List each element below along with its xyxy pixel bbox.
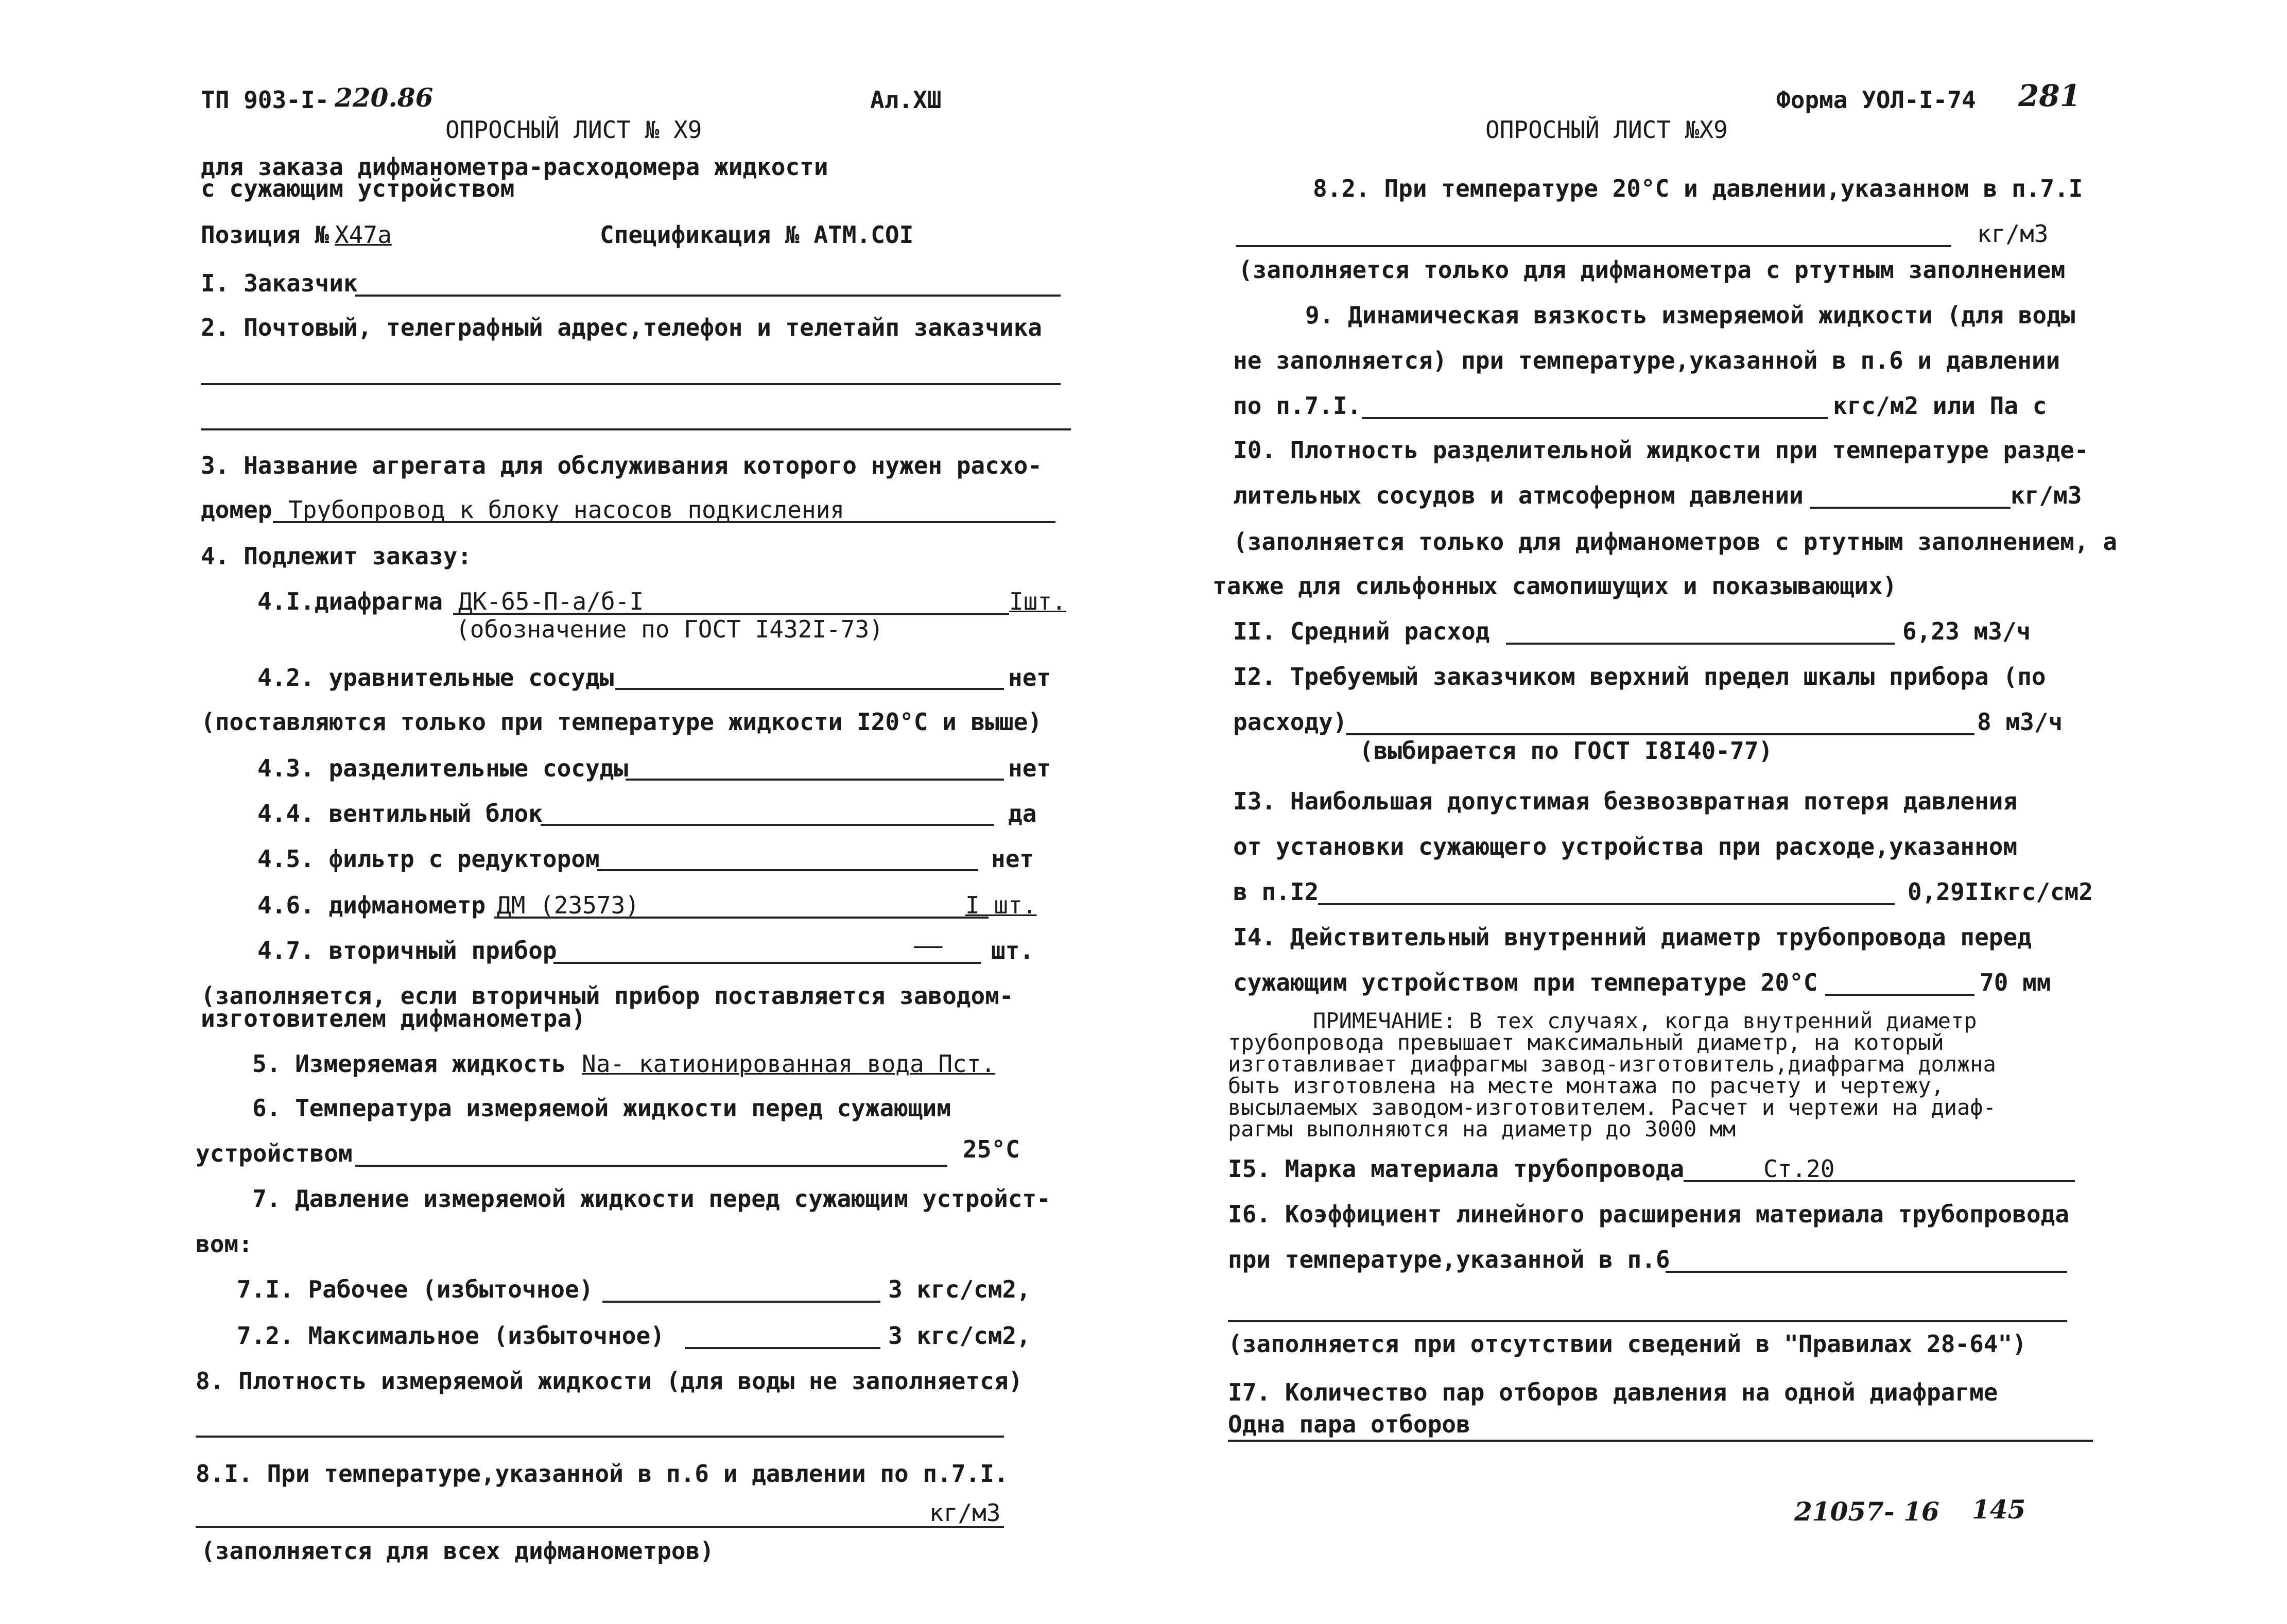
page-title: ОПРОСНЫЙ ЛИСТ № Х9 xyxy=(445,116,702,144)
density-20c-line xyxy=(1236,245,1951,247)
item-aggregate: 3. Название агрегата для обслуживания которого нужен расхо- xyxy=(201,452,1042,479)
pressure-loss-value: 0,29IIкгс/см2 xyxy=(1908,878,2093,906)
footer-handwritten-number: 145 xyxy=(1972,1494,2026,1525)
expansion-coeff-line-1 xyxy=(1666,1271,2067,1273)
diaphragm-line xyxy=(453,613,1009,615)
equalizing-note: (поставляются только при температуре жидкости I20°С и выше) xyxy=(201,708,1042,736)
tap-pairs-line xyxy=(1228,1440,2093,1442)
item-customer: I. Заказчик xyxy=(201,269,358,297)
doc-code-handwritten: 220.86 xyxy=(335,82,434,113)
temperature-line xyxy=(355,1165,947,1167)
form-code: Форма УОЛ-I-74 xyxy=(1776,86,1976,114)
item-pressure-loss-prefix: в п.I2 xyxy=(1233,878,1319,906)
item-working-pressure: 7.I. Рабочее (избыточное) xyxy=(237,1275,594,1303)
item-density-20c: 8.2. При температуре 20°С и давлении,указанном в п.7.I xyxy=(1313,175,2083,202)
density-20c-note: (заполняется только для дифманометра с ртутным заполнением xyxy=(1238,256,2066,284)
density-20c-unit: кг/м3 xyxy=(1977,220,2049,248)
density-temp-unit: кг/м3 xyxy=(929,1499,1001,1527)
density-temp-note: (заполняется для всех дифманометров) xyxy=(201,1537,714,1565)
note-line-6: рагмы выполняются на диаметр до 3000 мм xyxy=(1228,1116,1736,1142)
avg-flow-value: 6,23 м3/ч xyxy=(1902,617,2031,645)
diaphragm-note: (обозначение по ГОСТ I432I-73) xyxy=(456,615,883,643)
density-line xyxy=(196,1436,1004,1438)
item-viscosity-prefix: по п.7.I. xyxy=(1233,392,1362,420)
secondary-device-qty: шт. xyxy=(991,937,1034,964)
separating-density-line xyxy=(1810,507,2011,509)
item-pressure: 7. Давление измеряемой жидкости перед сужающим устройст- xyxy=(252,1185,1051,1213)
item-upper-limit: I2. Требуемый заказчиком верхний предел шкалы прибора (по xyxy=(1233,663,2046,690)
item-tap-pairs: I7. Количество пар отборов давления на одной диафрагме xyxy=(1228,1378,1998,1406)
page-number-handwritten: 281 xyxy=(2018,78,2081,113)
valve-value: да xyxy=(1008,800,1037,827)
item-inner-diameter-cont: сужающим устройством при температуре 20°С xyxy=(1233,969,1818,996)
item-filter: 4.5. фильтр с редуктором xyxy=(257,845,600,873)
secondary-device-value: —— xyxy=(914,931,943,959)
viscosity-unit: кгс/м2 или Па с xyxy=(1833,392,2047,420)
filter-value: нет xyxy=(991,845,1034,873)
separating-density-note-2: также для сильфонных самопишущих и показывающих) xyxy=(1212,572,1897,600)
separating-value: нет xyxy=(1008,754,1051,782)
separating-line xyxy=(626,779,1004,781)
material-line xyxy=(1684,1180,2075,1182)
working-pressure-line xyxy=(602,1301,880,1303)
item-expansion-coeff: I6. Коэффициент линейного расширения материала трубопровода xyxy=(1228,1200,2069,1228)
item-viscosity-cont: не заполняется) при температуре,указанной в п.6 и давлении xyxy=(1233,347,2060,374)
address-line-1 xyxy=(201,383,1061,385)
note-line-1: ПРИМЕЧАНИЕ: В тех случаях, когда внутренний диаметр xyxy=(1313,1008,1977,1033)
note-line-3: изготавливает диафрагмы завод-изготовитель,диафрагма должна xyxy=(1228,1051,1996,1077)
max-pressure-line xyxy=(685,1347,880,1349)
item-pressure-loss-cont: от установки сужающего устройства при расходе,указанном xyxy=(1233,833,2018,860)
aggregate-line xyxy=(273,521,1055,523)
note-line-2: трубопровода превышает максимальный диаметр, на который xyxy=(1228,1030,1944,1055)
item-upper-limit-cont: расходу) xyxy=(1233,708,1347,736)
item-diaphragm-label: 4.I.диафрагма xyxy=(257,588,443,615)
filter-line xyxy=(597,869,978,871)
position-value: Х47а xyxy=(335,221,392,249)
item-equalizing-vessels: 4.2. уравнительные сосуды xyxy=(257,664,614,692)
note-line-5: высылаемых заводом-изготовителем. Расчет и чертежи на диаф- xyxy=(1228,1095,1996,1120)
diaphragm-value: ДК-65-П-а/б-I xyxy=(458,588,644,615)
equalizing-line xyxy=(615,688,1004,690)
material-value: Ст.20 xyxy=(1763,1155,1835,1183)
secondary-device-line xyxy=(553,962,981,964)
secondary-device-note-2: изготовителем дифманометра) xyxy=(201,1005,586,1032)
expansion-coeff-line-2 xyxy=(1228,1320,2067,1322)
item-address: 2. Почтовый, телеграфный адрес,телефон и телетайп заказчика xyxy=(201,314,1042,341)
inner-diameter-value: 70 мм xyxy=(1980,969,2051,996)
item-viscosity: 9. Динамическая вязкость измеряемой жидкости (для воды xyxy=(1305,301,2075,329)
diaphragm-qty: Iшт. xyxy=(1009,588,1066,615)
difmanometer-value: ДМ (23573) xyxy=(497,891,639,919)
secondary-device-note-1: (заполняется, если вторичный прибор поставляется заводом- xyxy=(201,982,1014,1010)
note-line-4: быть изготовлена на месте монтажа по расчету и чертежу, xyxy=(1228,1073,1944,1098)
temperature-value: 25°С xyxy=(963,1135,1020,1163)
valve-line xyxy=(541,824,994,826)
item-secondary-device: 4.7. вторичный прибор xyxy=(257,937,557,964)
item-temperature-cont: устройством xyxy=(196,1139,353,1167)
position-label: Позиция № xyxy=(201,221,330,249)
aggregate-value: Трубопровод к блоку насосов подкисления xyxy=(288,496,845,524)
item-max-pressure: 7.2. Максимальное (избыточное) xyxy=(237,1322,665,1350)
upper-limit-note: (выбирается по ГОСТ I8I40-77) xyxy=(1359,737,1773,765)
item-valve-block: 4.4. вентильный блок xyxy=(257,800,543,827)
working-pressure-value: 3 кгс/см2, xyxy=(888,1275,1031,1303)
item-density-temp: 8.I. При температуре,указанной в п.6 и давлении по п.7.I. xyxy=(196,1460,1009,1488)
avg-flow-line xyxy=(1506,643,1895,645)
tap-pairs-value: Одна пара отборов xyxy=(1228,1410,1470,1438)
item-avg-flow: II. Средний расход xyxy=(1233,617,1490,645)
address-line-2 xyxy=(201,428,1071,430)
equalizing-value: нет xyxy=(1008,664,1051,692)
density-temp-line xyxy=(196,1526,1004,1528)
item-inner-diameter: I4. Действительный внутренний диаметр трубопровода перед xyxy=(1233,923,2032,951)
separating-density-unit: кг/м3 xyxy=(2011,481,2082,509)
subtitle-line-1: для заказа дифманометра-расходомера жидкости xyxy=(201,153,828,181)
customer-line xyxy=(355,295,1061,297)
item-separating-density-cont: лительных сосудов и атмсоферном давлении xyxy=(1233,481,1804,509)
footer-handwritten-code: 21057- 16 xyxy=(1794,1496,1939,1527)
spec-label: Спецификация № АТМ.СОI xyxy=(600,221,914,249)
item-separating-vessels: 4.3. разделительные сосуды xyxy=(257,754,629,782)
inner-diameter-line xyxy=(1825,994,1974,996)
max-pressure-value: 3 кгс/см2, xyxy=(888,1322,1031,1350)
expansion-coeff-note: (заполняется при отсутствии сведений в "Правилах 28-64") xyxy=(1228,1330,2026,1358)
upper-limit-value: 8 м3/ч xyxy=(1977,708,2063,736)
subtitle-line-2: с сужающим устройством xyxy=(201,175,515,202)
upper-limit-line xyxy=(1346,733,1974,735)
item-separating-density: I0. Плотность разделительной жидкости при температуре разде- xyxy=(1233,436,2089,464)
measured-liquid-value: Na- катионированная вода Пст. xyxy=(582,1050,996,1078)
page-title: ОПРОСНЫЙ ЛИСТ №Х9 xyxy=(1485,116,1728,144)
pressure-loss-line xyxy=(1318,903,1895,905)
item-measured-liquid: 5. Измеряемая жидкость xyxy=(252,1050,566,1078)
item-material: I5. Марка материала трубопровода xyxy=(1228,1155,1685,1183)
item-expansion-coeff-cont: при температуре,указанной в п.6 xyxy=(1228,1246,1670,1273)
item-density: 8. Плотность измеряемой жидкости (для воды не заполняется) xyxy=(196,1367,1023,1395)
difmanometer-line xyxy=(494,917,989,919)
viscosity-line xyxy=(1362,417,1828,419)
album-number: Ал.XШ xyxy=(870,86,942,114)
item-difmanometer: 4.6. дифманометр xyxy=(257,891,486,919)
difmanometer-qty: I шт. xyxy=(965,891,1037,919)
item-pressure-cont: вом: xyxy=(196,1230,253,1258)
item-aggregate-prefix: домер xyxy=(201,496,272,524)
item-pressure-loss: I3. Наибольшая допустимая безвозвратная потеря давления xyxy=(1233,787,2018,815)
separating-density-note-1: (заполняется только для дифманометров с ртутным заполнением, а xyxy=(1233,528,2118,556)
item-order: 4. Подлежит заказу: xyxy=(201,542,472,570)
doc-code: ТП 903-I- xyxy=(201,86,330,114)
item-temperature: 6. Температура измеряемой жидкости перед сужающим xyxy=(252,1094,951,1122)
